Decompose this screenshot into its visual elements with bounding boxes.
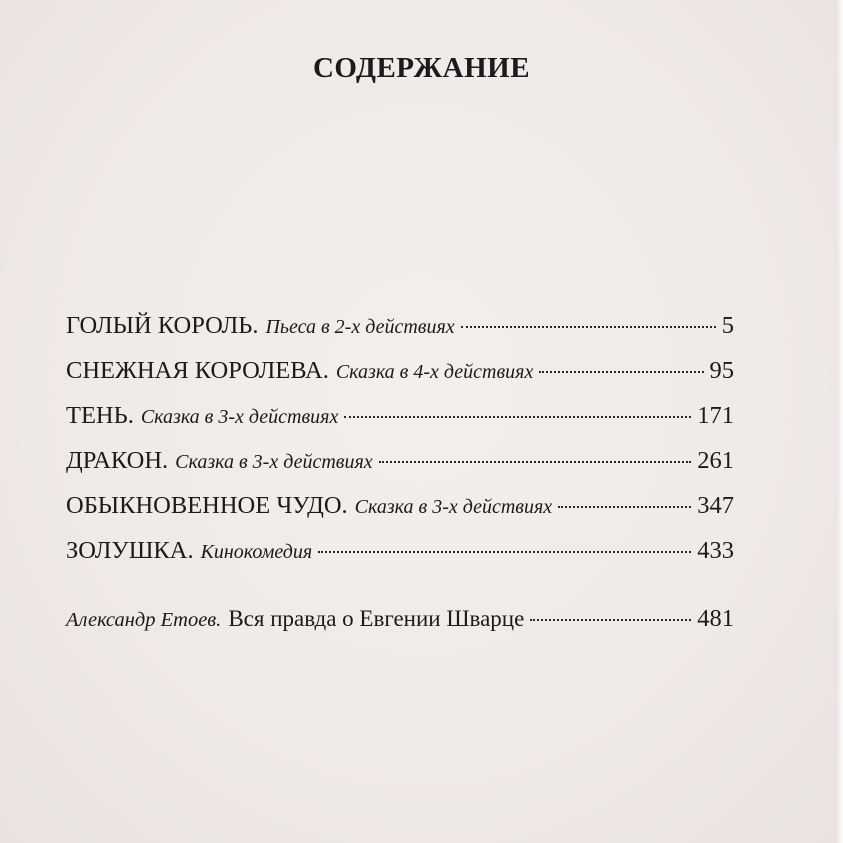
toc-entry-title: ГОЛЫЙ КОРОЛЬ. [66, 312, 259, 339]
toc-entry-subtitle: Пьеса в 2-х действиях [265, 316, 455, 338]
dot-leader [379, 459, 692, 463]
toc-entry-page: 261 [697, 447, 734, 474]
toc-entry-title: СНЕЖНАЯ КОРОЛЕВА. [66, 357, 329, 384]
toc-entry-title: ТЕНЬ. [66, 402, 134, 429]
toc-entry-page: 95 [709, 357, 734, 384]
toc-entry-zolushka[interactable] [66, 537, 734, 577]
toc-entry-page: 347 [697, 492, 734, 519]
toc-entry-subtitle: Сказка в 3-х действиях [354, 496, 553, 518]
toc-entry-drakon[interactable] [66, 447, 734, 487]
afterword-author: Александр Етоев. [66, 609, 222, 631]
dot-leader [461, 324, 716, 328]
toc-entry-obyknovennoe-chudo[interactable] [66, 492, 734, 532]
toc-entry-page: 171 [697, 402, 734, 429]
toc-entry-page: 433 [697, 537, 734, 564]
toc-entry-afterword[interactable] [66, 605, 734, 645]
dot-leader [344, 414, 691, 418]
contents-heading: СОДЕРЖАНИЕ [312, 52, 531, 84]
toc-entry-title: ОБЫКНОВЕННОЕ ЧУДО. [66, 492, 348, 519]
dot-leader [318, 549, 691, 553]
toc-entry-goly-korol[interactable] [66, 312, 734, 352]
dot-leader [530, 617, 691, 621]
dot-leader [539, 369, 703, 373]
toc-entry-title: ДРАКОН. [66, 447, 169, 474]
toc-entry-subtitle: Сказка в 4-х действиях [335, 361, 534, 383]
toc-entry-snezhnaya-koroleva[interactable] [66, 357, 734, 397]
toc-entry-subtitle: Сказка в 3-х действиях [175, 451, 373, 473]
dot-leader [558, 504, 691, 508]
toc-entry-title: ЗОЛУШКА. [66, 537, 194, 564]
toc-entry-page: 5 [721, 312, 734, 339]
page-edge [837, 0, 843, 843]
toc-entry-subtitle: Сказка в 3-х действиях [140, 406, 339, 428]
toc-entry-subtitle: Кинокомедия [200, 541, 313, 563]
toc-entry-ten[interactable] [66, 402, 734, 442]
toc-entry-page: 481 [697, 605, 734, 632]
afterword-title: Вся правда о Евгении Шварце [228, 606, 525, 631]
